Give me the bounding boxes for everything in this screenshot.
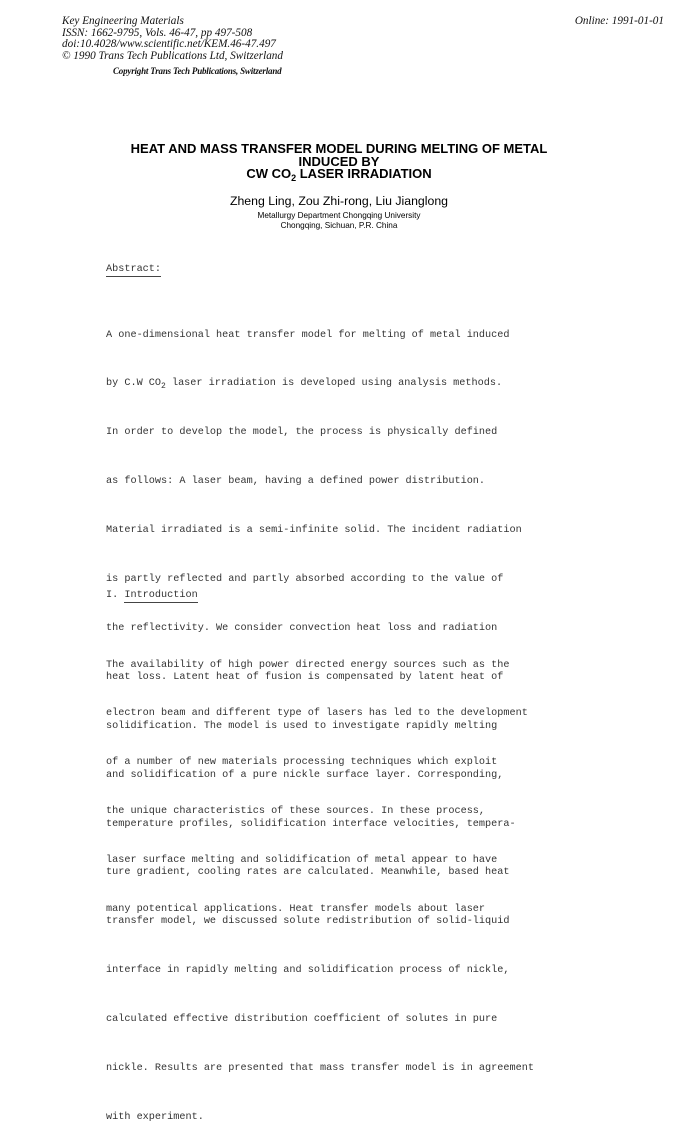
abstract-line: and solidification of a pure nickle surface layer. Corresponding, [106, 769, 504, 781]
abstract-line: as follows: A laser beam, having a defined power distribution. [106, 476, 486, 488]
doi-line: doi:10.4028/www.scientific.net/KEM.46-47.497 [62, 38, 276, 50]
issn-line: ISSN: 1662-9795, Vols. 46-47, pp 497-508 [62, 26, 253, 39]
title-subscript: 2 [291, 173, 297, 183]
introduction-body [106, 625, 576, 935]
abstract-line: Material irradiated is a semi-infinite solid. The incident radiation [106, 525, 522, 537]
abstract-line: the reflectivity. We consider convection heat loss and radiation [106, 622, 498, 634]
journal-header [62, 16, 283, 62]
introduction-heading-text: Introduction [124, 590, 198, 601]
abstract-line: In order to develop the model, the process is physically defined [106, 427, 498, 439]
title-line-3-pre: CW CO [246, 166, 292, 181]
abstract-line [106, 376, 576, 392]
abstract-heading-text: Abstract: [106, 264, 162, 275]
title-line-2: INDUCED BY [298, 153, 380, 169]
intro-line: many potentical applications. Heat transfer models about laser [106, 904, 486, 916]
title-line-3-post: LASER IRRADIATION [296, 166, 432, 181]
title-line-1: HEAT AND MASS TRANSFER MODEL DURING MELTING OF METAL [130, 141, 548, 156]
online-date: Online: 1991-01-01 [574, 15, 664, 27]
intro-line: The availability of high power directed energy sources such as the [106, 659, 510, 671]
paper-title [0, 143, 678, 181]
introduction-heading [106, 590, 198, 601]
abstract-line: with experiment. [106, 1111, 204, 1123]
copyright-line: © 1990 Trans Tech Publications Ltd, Switzerland [62, 49, 283, 62]
journal-name: Key Engineering Materials [62, 15, 184, 27]
intro-line: of a number of new materials processing techniques which exploit [106, 757, 498, 769]
affiliation [0, 211, 678, 232]
abstract-heading [106, 264, 161, 275]
affiliation-line-1: Metallurgy Department Chongqing University [257, 211, 421, 220]
abstract-line: is partly reflected and partly absorbed according to the value of [106, 574, 504, 586]
section-number: I. [106, 590, 125, 601]
abstract-line-2-post: laser irradiation is developed using analysis methods. [165, 378, 503, 390]
co2-subscript: 2 [161, 382, 166, 392]
abstract-line: A one-dimensional heat transfer model for melting of metal induced [106, 329, 510, 341]
abstract-line: nickle. Results are presented that mass transfer model is in agreement [106, 1062, 534, 1074]
intro-line: laser surface melting and solidification of metal appear to have [106, 855, 498, 867]
abstract-line: interface in rapidly melting and solidification process of nickle, [106, 965, 510, 977]
intro-line: electron beam and different type of lasers has led to the development [106, 708, 528, 720]
abstract-line-2-pre: by C.W CO [106, 378, 162, 390]
intro-line: the unique characteristics of these sources. In these process, [106, 806, 486, 818]
abstract-line: calculated effective distribution coefficient of solutes in pure [106, 1014, 498, 1026]
abstract-line: solidification. The model is used to investigate rapidly melting [106, 720, 498, 732]
abstract-line: transfer model, we discussed solute redistribution of solid-liquid [106, 916, 510, 928]
abstract-line: heat loss. Latent heat of fusion is compensated by latent heat of [106, 671, 504, 683]
affiliation-line-2: Chongqing, Sichuan, P.R. China [280, 221, 398, 231]
copyright-stamp: Copyright Trans Tech Publications, Switzerland [113, 66, 282, 76]
title-line-3 [0, 168, 678, 181]
authors: Zheng Ling, Zou Zhi-rong, Liu Jianglong [229, 194, 449, 208]
abstract-line: ture gradient, cooling rates are calculated. Meanwhile, based heat [106, 867, 510, 879]
abstract-line: temperature profiles, solidification interface velocities, tempera- [106, 818, 516, 830]
